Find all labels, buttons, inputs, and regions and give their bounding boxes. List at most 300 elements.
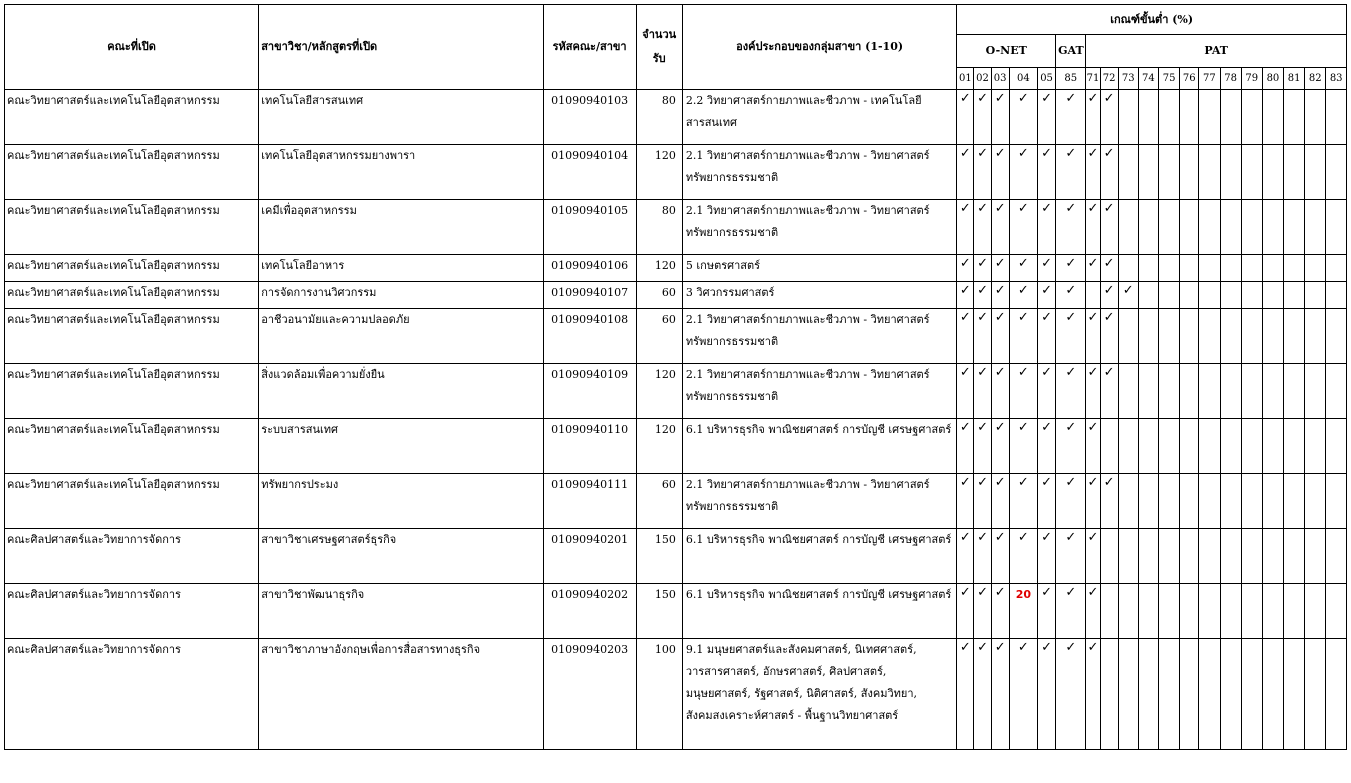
criteria-cell (1180, 90, 1199, 145)
criteria-cell (1284, 309, 1305, 364)
criteria-cell (1305, 474, 1326, 529)
criteria-cell (1159, 364, 1180, 419)
faculty-cell: คณะวิทยาศาสตร์และเทคโนโลยีอุตสาหกรรม (5, 474, 259, 529)
criteria-cell (1305, 90, 1326, 145)
check-icon: ✓ (1056, 419, 1086, 474)
check-icon: ✓ (974, 255, 991, 282)
code-cell: 01090940103 (543, 90, 636, 145)
check-icon: ✓ (1037, 200, 1055, 255)
check-icon: ✓ (1037, 584, 1055, 639)
check-icon: ✓ (991, 90, 1009, 145)
criteria-cell (1262, 255, 1283, 282)
criteria-cell (1220, 309, 1241, 364)
criteria-cell (1159, 419, 1180, 474)
criteria-cell (1262, 584, 1283, 639)
program-cell: ทรัพยากรประมง (259, 474, 543, 529)
criteria-cell (1180, 200, 1199, 255)
criteria-cell (1138, 200, 1158, 255)
criteria-cell (1100, 529, 1118, 584)
criteria-column-85: 85 (1056, 68, 1086, 90)
code-cell: 01090940203 (543, 639, 636, 750)
criteria-cell (1180, 474, 1199, 529)
seats-cell: 120 (636, 145, 682, 200)
criteria-cell (1305, 309, 1326, 364)
check-icon: ✓ (991, 364, 1009, 419)
criteria-cell (1199, 529, 1220, 584)
group-cell: 5 เกษตรศาสตร์ (682, 255, 956, 282)
check-icon: ✓ (957, 282, 974, 309)
table-row (5, 639, 1347, 750)
group-cell: 2.1 วิทยาศาสตร์กายภาพและชีวภาพ - วิทยาศาสตร์ทรัพยากรธรรมชาติ (682, 364, 956, 419)
table-row (5, 90, 1347, 145)
criteria-column-03: 03 (991, 68, 1009, 90)
group-cell: 2.2 วิทยาศาสตร์กายภาพและชีวภาพ - เทคโนโลยีสารสนเทศ (682, 90, 956, 145)
criteria-cell (1284, 282, 1305, 309)
criteria-cell (1159, 255, 1180, 282)
criteria-cell (1262, 639, 1283, 750)
group-cell: 6.1 บริหารธุรกิจ พาณิชยศาสตร์ การบัญชี เศรษฐศาสตร์ (682, 529, 956, 584)
check-icon: ✓ (957, 255, 974, 282)
check-icon: ✓ (1056, 584, 1086, 639)
check-icon: ✓ (1056, 309, 1086, 364)
faculty-cell: คณะวิทยาศาสตร์และเทคโนโลยีอุตสาหกรรม (5, 255, 259, 282)
criteria-column-77: 77 (1199, 68, 1220, 90)
program-cell: เทคโนโลยีสารสนเทศ (259, 90, 543, 145)
criteria-column-75: 75 (1159, 68, 1180, 90)
faculty-cell: คณะวิทยาศาสตร์และเทคโนโลยีอุตสาหกรรม (5, 282, 259, 309)
seats-cell: 120 (636, 419, 682, 474)
criteria-cell (1199, 90, 1220, 145)
criteria-cell (1220, 529, 1241, 584)
criteria-cell (1241, 309, 1262, 364)
check-icon: ✓ (991, 309, 1009, 364)
faculty-cell: คณะศิลปศาสตร์และวิทยาการจัดการ (5, 639, 259, 750)
criteria-cell (1326, 419, 1347, 474)
criteria-cell (1284, 419, 1305, 474)
criteria-column-79: 79 (1241, 68, 1262, 90)
criteria-cell (1241, 529, 1262, 584)
criteria-cell (1241, 474, 1262, 529)
admission-table (4, 4, 1347, 750)
criteria-cell (1326, 309, 1347, 364)
check-icon: ✓ (1100, 145, 1118, 200)
code-cell: 01090940108 (543, 309, 636, 364)
criteria-cell (1284, 529, 1305, 584)
table-row (5, 364, 1347, 419)
check-icon: ✓ (957, 309, 974, 364)
check-icon: ✓ (991, 200, 1009, 255)
faculty-cell: คณะวิทยาศาสตร์และเทคโนโลยีอุตสาหกรรม (5, 309, 259, 364)
criteria-cell (1138, 584, 1158, 639)
criteria-cell (1159, 309, 1180, 364)
criteria-column-80: 80 (1262, 68, 1283, 90)
check-icon: ✓ (1009, 255, 1037, 282)
criteria-cell (1086, 282, 1100, 309)
criteria-cell (1199, 282, 1220, 309)
criteria-cell (1241, 639, 1262, 750)
criteria-cell (1100, 419, 1118, 474)
check-icon: ✓ (974, 282, 991, 309)
criteria-column-72: 72 (1100, 68, 1118, 90)
criteria-cell (1118, 474, 1138, 529)
check-icon: ✓ (1086, 145, 1100, 200)
check-icon: ✓ (1037, 145, 1055, 200)
header-gat: GAT (1056, 35, 1086, 68)
criteria-cell (1180, 584, 1199, 639)
seats-cell: 60 (636, 474, 682, 529)
table-row (5, 419, 1347, 474)
faculty-cell: คณะศิลปศาสตร์และวิทยาการจัดการ (5, 529, 259, 584)
code-cell: 01090940111 (543, 474, 636, 529)
criteria-cell (1241, 90, 1262, 145)
criteria-cell (1326, 474, 1347, 529)
criteria-cell (1159, 584, 1180, 639)
criteria-cell (1326, 639, 1347, 750)
check-icon: ✓ (1086, 419, 1100, 474)
header-criteria: เกณฑ์ขั้นต่ำ (%) (957, 5, 1347, 35)
criteria-cell (1326, 145, 1347, 200)
criteria-cell (1159, 529, 1180, 584)
check-icon: ✓ (1037, 474, 1055, 529)
criteria-column-82: 82 (1305, 68, 1326, 90)
check-icon: ✓ (1086, 200, 1100, 255)
criteria-cell (1262, 419, 1283, 474)
criteria-cell (1199, 639, 1220, 750)
criteria-cell (1262, 309, 1283, 364)
criteria-cell (1159, 282, 1180, 309)
criteria-cell (1305, 255, 1326, 282)
criteria-cell (1284, 474, 1305, 529)
check-icon: ✓ (1056, 200, 1086, 255)
criteria-cell (1220, 282, 1241, 309)
check-icon: ✓ (1009, 90, 1037, 145)
check-icon: ✓ (1037, 90, 1055, 145)
criteria-cell (1138, 419, 1158, 474)
criteria-column-74: 74 (1138, 68, 1158, 90)
criteria-cell (1262, 364, 1283, 419)
criteria-cell (1262, 200, 1283, 255)
seats-cell: 150 (636, 529, 682, 584)
criteria-cell (1262, 90, 1283, 145)
criteria-cell (1262, 474, 1283, 529)
faculty-cell: คณะวิทยาศาสตร์และเทคโนโลยีอุตสาหกรรม (5, 364, 259, 419)
program-cell: สาขาวิชาพัฒนาธุรกิจ (259, 584, 543, 639)
program-cell: การจัดการงานวิศวกรรม (259, 282, 543, 309)
program-cell: เทคโนโลยีอาหาร (259, 255, 543, 282)
check-icon: ✓ (1009, 529, 1037, 584)
group-cell: 6.1 บริหารธุรกิจ พาณิชยศาสตร์ การบัญชี เศรษฐศาสตร์ (682, 419, 956, 474)
seats-cell: 120 (636, 255, 682, 282)
check-icon: ✓ (991, 282, 1009, 309)
code-cell: 01090940202 (543, 584, 636, 639)
code-cell: 01090940201 (543, 529, 636, 584)
criteria-column-05: 05 (1037, 68, 1055, 90)
program-cell: สิ่งแวดล้อมเพื่อความยั่งยืน (259, 364, 543, 419)
criteria-cell (1284, 255, 1305, 282)
header-group: องค์ประกอบของกลุ่มสาขา (1-10) (682, 5, 956, 90)
check-icon: ✓ (1100, 364, 1118, 419)
check-icon: ✓ (974, 309, 991, 364)
check-icon: ✓ (1037, 639, 1055, 750)
criteria-cell (1241, 584, 1262, 639)
program-cell: เทคโนโลยีอุตสาหกรรมยางพารา (259, 145, 543, 200)
program-cell: ระบบสารสนเทศ (259, 419, 543, 474)
criteria-cell (1305, 419, 1326, 474)
seats-cell: 120 (636, 364, 682, 419)
check-icon: ✓ (974, 419, 991, 474)
criteria-cell (1138, 309, 1158, 364)
criteria-cell (1180, 145, 1199, 200)
criteria-cell (1241, 255, 1262, 282)
criteria-value: 20 (1009, 584, 1037, 639)
check-icon: ✓ (1009, 309, 1037, 364)
criteria-cell (1220, 145, 1241, 200)
criteria-cell (1326, 282, 1347, 309)
criteria-cell (1138, 639, 1158, 750)
criteria-cell (1262, 145, 1283, 200)
criteria-cell (1118, 309, 1138, 364)
table-row (5, 584, 1347, 639)
criteria-cell (1118, 255, 1138, 282)
faculty-cell: คณะวิทยาศาสตร์และเทคโนโลยีอุตสาหกรรม (5, 145, 259, 200)
criteria-cell (1138, 364, 1158, 419)
criteria-cell (1199, 255, 1220, 282)
check-icon: ✓ (1037, 309, 1055, 364)
check-icon: ✓ (1100, 200, 1118, 255)
check-icon: ✓ (1009, 419, 1037, 474)
criteria-cell (1241, 364, 1262, 419)
table-row (5, 200, 1347, 255)
check-icon: ✓ (957, 639, 974, 750)
criteria-cell (1326, 584, 1347, 639)
criteria-cell (1241, 282, 1262, 309)
criteria-cell (1199, 200, 1220, 255)
criteria-cell (1100, 584, 1118, 639)
criteria-cell (1180, 639, 1199, 750)
table-row (5, 529, 1347, 584)
faculty-cell: คณะวิทยาศาสตร์และเทคโนโลยีอุตสาหกรรม (5, 200, 259, 255)
criteria-cell (1284, 90, 1305, 145)
check-icon: ✓ (1056, 639, 1086, 750)
code-cell: 01090940106 (543, 255, 636, 282)
check-icon: ✓ (1086, 584, 1100, 639)
program-cell: สาขาวิชาเศรษฐศาสตร์ธุรกิจ (259, 529, 543, 584)
criteria-cell (1326, 200, 1347, 255)
criteria-cell (1305, 584, 1326, 639)
criteria-cell (1180, 282, 1199, 309)
seats-cell: 100 (636, 639, 682, 750)
check-icon: ✓ (1086, 309, 1100, 364)
seats-cell: 80 (636, 200, 682, 255)
criteria-cell (1220, 255, 1241, 282)
criteria-cell (1220, 200, 1241, 255)
criteria-column-73: 73 (1118, 68, 1138, 90)
criteria-cell (1199, 419, 1220, 474)
criteria-column-02: 02 (974, 68, 991, 90)
criteria-cell (1220, 474, 1241, 529)
criteria-cell (1159, 90, 1180, 145)
check-icon: ✓ (974, 639, 991, 750)
check-icon: ✓ (957, 529, 974, 584)
criteria-cell (1180, 419, 1199, 474)
check-icon: ✓ (1009, 282, 1037, 309)
check-icon: ✓ (1100, 282, 1118, 309)
criteria-column-01: 01 (957, 68, 974, 90)
check-icon: ✓ (1100, 309, 1118, 364)
seats-cell: 60 (636, 282, 682, 309)
group-cell: 9.1 มนุษยศาสตร์และสังคมศาสตร์, นิเทศศาสตร์, วารสารศาสตร์, อักษรศาสตร์, ศิลปศาสตร์, มนุษยศาสตร์, รัฐศาสตร์, นิติศาสตร์, สังคมวิทยา, สังคมสงเคราะห์ศาสตร์ - พื้นฐานวิทยาศาสตร์ (682, 639, 956, 750)
seats-cell: 150 (636, 584, 682, 639)
check-icon: ✓ (957, 200, 974, 255)
criteria-cell (1305, 529, 1326, 584)
faculty-cell: คณะศิลปศาสตร์และวิทยาการจัดการ (5, 584, 259, 639)
check-icon: ✓ (1056, 282, 1086, 309)
check-icon: ✓ (974, 90, 991, 145)
criteria-cell (1305, 639, 1326, 750)
criteria-cell (1220, 364, 1241, 419)
criteria-cell (1100, 639, 1118, 750)
criteria-cell (1262, 282, 1283, 309)
criteria-cell (1138, 529, 1158, 584)
criteria-cell (1262, 529, 1283, 584)
criteria-cell (1199, 309, 1220, 364)
criteria-cell (1138, 145, 1158, 200)
check-icon: ✓ (1086, 529, 1100, 584)
criteria-cell (1159, 200, 1180, 255)
check-icon: ✓ (1009, 639, 1037, 750)
check-icon: ✓ (1056, 145, 1086, 200)
table-row (5, 309, 1347, 364)
criteria-cell (1220, 90, 1241, 145)
check-icon: ✓ (991, 584, 1009, 639)
criteria-cell (1199, 364, 1220, 419)
check-icon: ✓ (1118, 282, 1138, 309)
group-cell: 2.1 วิทยาศาสตร์กายภาพและชีวภาพ - วิทยาศาสตร์ทรัพยากรธรรมชาติ (682, 309, 956, 364)
criteria-column-83: 83 (1326, 68, 1347, 90)
criteria-cell (1118, 364, 1138, 419)
check-icon: ✓ (1009, 364, 1037, 419)
criteria-cell (1199, 145, 1220, 200)
check-icon: ✓ (991, 529, 1009, 584)
seats-cell: 60 (636, 309, 682, 364)
criteria-cell (1284, 639, 1305, 750)
criteria-cell (1326, 529, 1347, 584)
criteria-cell (1138, 90, 1158, 145)
criteria-cell (1284, 200, 1305, 255)
criteria-cell (1118, 529, 1138, 584)
check-icon: ✓ (957, 364, 974, 419)
group-cell: 6.1 บริหารธุรกิจ พาณิชยศาสตร์ การบัญชี เศรษฐศาสตร์ (682, 584, 956, 639)
criteria-cell (1220, 419, 1241, 474)
criteria-cell (1159, 145, 1180, 200)
criteria-cell (1138, 474, 1158, 529)
criteria-cell (1284, 145, 1305, 200)
criteria-cell (1159, 639, 1180, 750)
check-icon: ✓ (974, 200, 991, 255)
check-icon: ✓ (957, 419, 974, 474)
header-faculty: คณะที่เปิด (5, 5, 259, 90)
check-icon: ✓ (1056, 474, 1086, 529)
table-row (5, 282, 1347, 309)
group-cell: 3 วิศวกรรมศาสตร์ (682, 282, 956, 309)
group-cell: 2.1 วิทยาศาสตร์กายภาพและชีวภาพ - วิทยาศาสตร์ทรัพยากรธรรมชาติ (682, 200, 956, 255)
check-icon: ✓ (1056, 364, 1086, 419)
criteria-cell (1180, 255, 1199, 282)
check-icon: ✓ (974, 474, 991, 529)
criteria-column-71: 71 (1086, 68, 1100, 90)
check-icon: ✓ (991, 419, 1009, 474)
criteria-cell (1138, 282, 1158, 309)
check-icon: ✓ (1086, 639, 1100, 750)
criteria-cell (1284, 364, 1305, 419)
header-seats: จำนวน รับ (636, 5, 682, 90)
criteria-cell (1326, 90, 1347, 145)
criteria-cell (1305, 200, 1326, 255)
check-icon: ✓ (974, 145, 991, 200)
check-icon: ✓ (1037, 529, 1055, 584)
criteria-cell (1241, 145, 1262, 200)
faculty-cell: คณะวิทยาศาสตร์และเทคโนโลยีอุตสาหกรรม (5, 90, 259, 145)
criteria-column-76: 76 (1180, 68, 1199, 90)
code-cell: 01090940107 (543, 282, 636, 309)
criteria-cell (1180, 309, 1199, 364)
criteria-cell (1138, 255, 1158, 282)
criteria-cell (1220, 639, 1241, 750)
group-cell: 2.1 วิทยาศาสตร์กายภาพและชีวภาพ - วิทยาศาสตร์ทรัพยากรธรรมชาติ (682, 145, 956, 200)
criteria-column-81: 81 (1284, 68, 1305, 90)
check-icon: ✓ (991, 639, 1009, 750)
check-icon: ✓ (1100, 474, 1118, 529)
group-cell: 2.1 วิทยาศาสตร์กายภาพและชีวภาพ - วิทยาศาสตร์ทรัพยากรธรรมชาติ (682, 474, 956, 529)
header-onet: O-NET (957, 35, 1056, 68)
criteria-cell (1159, 474, 1180, 529)
check-icon: ✓ (1100, 90, 1118, 145)
code-cell: 01090940110 (543, 419, 636, 474)
criteria-cell (1118, 639, 1138, 750)
criteria-column-04: 04 (1009, 68, 1037, 90)
check-icon: ✓ (1086, 364, 1100, 419)
seats-cell: 80 (636, 90, 682, 145)
program-cell: เคมีเพื่ออุตสาหกรรม (259, 200, 543, 255)
check-icon: ✓ (1009, 474, 1037, 529)
criteria-cell (1118, 200, 1138, 255)
check-icon: ✓ (957, 474, 974, 529)
criteria-cell (1180, 529, 1199, 584)
criteria-cell (1118, 90, 1138, 145)
criteria-cell (1284, 584, 1305, 639)
table-row (5, 145, 1347, 200)
criteria-cell (1326, 364, 1347, 419)
check-icon: ✓ (1009, 145, 1037, 200)
check-icon: ✓ (974, 529, 991, 584)
check-icon: ✓ (974, 364, 991, 419)
check-icon: ✓ (1037, 282, 1055, 309)
criteria-cell (1305, 282, 1326, 309)
header-pat: PAT (1086, 35, 1347, 68)
check-icon: ✓ (1056, 90, 1086, 145)
criteria-cell (1326, 255, 1347, 282)
criteria-cell (1241, 419, 1262, 474)
check-icon: ✓ (957, 90, 974, 145)
code-cell: 01090940104 (543, 145, 636, 200)
check-icon: ✓ (991, 474, 1009, 529)
check-icon: ✓ (1037, 419, 1055, 474)
criteria-cell (1199, 474, 1220, 529)
table-row (5, 474, 1347, 529)
check-icon: ✓ (974, 584, 991, 639)
table-row (5, 255, 1347, 282)
check-icon: ✓ (1009, 200, 1037, 255)
